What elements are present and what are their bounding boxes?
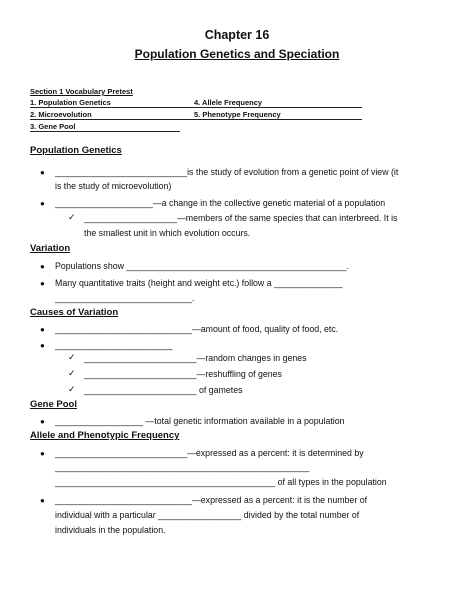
causes-line-2: ________________________ <box>55 340 173 350</box>
causes-line-1: ____________________________—amount of food, quality of food, etc. <box>55 324 339 334</box>
page-title: Population Genetics and Speciation <box>134 47 340 61</box>
section-population-genetics: Population Genetics <box>30 145 122 156</box>
bullet-icon: ● <box>40 449 45 458</box>
vocab-item-1: 1. Population Genetics <box>30 98 111 107</box>
allele-line-1c: _____________________________________________ of all types in the population <box>55 477 387 487</box>
vocab-rule <box>30 131 180 132</box>
pg-line-3b: the smallest unit in which evolution occurs. <box>84 228 251 238</box>
section-variation: Variation <box>30 243 71 254</box>
chapter-heading: Chapter 16 <box>204 28 270 42</box>
causes-line-3: _______________________—random changes in genes <box>84 353 307 363</box>
allele-line-2c: individuals in the population. <box>55 525 166 535</box>
checkmark-icon: ✓ <box>68 368 76 378</box>
pg-line-3a: ___________________—members of the same species that can interbreed. It is <box>84 213 398 223</box>
variation-line-2b: ____________________________. <box>55 293 195 303</box>
checkmark-icon: ✓ <box>68 352 76 362</box>
section-causes-of-variation: Causes of Variation <box>30 307 119 318</box>
bullet-icon: ● <box>40 496 45 505</box>
allele-line-1b: ____________________________________________________ <box>55 462 310 472</box>
bullet-icon: ● <box>40 262 45 271</box>
gene-pool-line: __________________ —total genetic information available in a population <box>55 416 345 426</box>
causes-line-4: _______________________—reshuffling of genes <box>84 369 282 379</box>
causes-line-5: _______________________ of gametes <box>84 385 243 395</box>
bullet-icon: ● <box>40 417 45 426</box>
bullet-icon: ● <box>40 199 45 208</box>
allele-line-2b: individual with a particular _________________ divided by the total number of <box>55 510 360 520</box>
vocab-heading: Section 1 Vocabulary Pretest <box>30 87 133 96</box>
vocab-item-5: 5. Phenotype Frequency <box>194 110 281 119</box>
vocab-item-2: 2. Microevolution <box>30 110 92 119</box>
bullet-icon: ● <box>40 341 45 350</box>
allele-line-1a: ___________________________—expressed as a percent: it is determined by <box>55 448 364 458</box>
checkmark-icon: ✓ <box>68 212 76 222</box>
allele-line-2a: ____________________________—expressed as a percent: it is the number of <box>55 495 368 505</box>
vocab-item-4: 4. Allele Frequency <box>194 98 263 107</box>
vocab-rule <box>30 107 362 108</box>
section-allele-phenotypic-frequency: Allele and Phenotypic Frequency <box>30 430 180 441</box>
variation-line-2a: Many quantitative traits (height and weight etc.) follow a ______________ <box>55 278 343 288</box>
bullet-icon: ● <box>40 325 45 334</box>
bullet-icon: ● <box>40 168 45 177</box>
pg-line-1b: is the study of microevolution) <box>55 181 172 191</box>
pg-line-2: ____________________—a change in the collective genetic material of a population <box>55 198 386 208</box>
pg-line-1a: ___________________________is the study of evolution from a genetic point of view (it <box>55 167 399 177</box>
variation-line-1: Populations show _____________________________________________. <box>55 261 349 271</box>
section-gene-pool: Gene Pool <box>30 399 77 410</box>
bullet-icon: ● <box>40 279 45 288</box>
checkmark-icon: ✓ <box>68 384 76 394</box>
vocab-item-3: 3. Gene Pool <box>30 122 76 131</box>
vocab-rule <box>30 119 362 120</box>
